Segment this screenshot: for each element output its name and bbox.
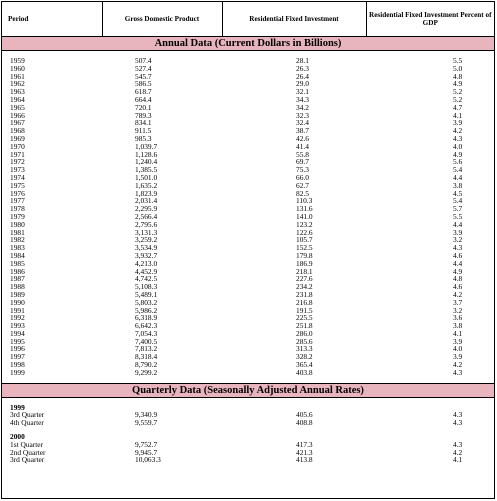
cell-rfi: 28.1 [296, 56, 309, 65]
cell-rfi: 186.9 [296, 258, 313, 268]
cell-gdp: 9,340.9 [135, 410, 158, 420]
cell-rfi: 32.4 [296, 118, 309, 128]
cell-rfi: 313.3 [296, 344, 313, 354]
cell-gdp: 527.4 [135, 63, 152, 73]
cell-gdp: 5,986.2 [135, 305, 158, 315]
cell-percent: 4.3 [453, 243, 463, 253]
table-row [2, 268, 494, 276]
table-row [2, 299, 494, 307]
cell-period: 1977 [10, 196, 25, 206]
cell-period: 1980 [10, 219, 25, 229]
table-row [2, 307, 494, 315]
cell-period: 1976 [10, 188, 25, 198]
table-row [2, 229, 494, 237]
cell-rfi: 413.8 [296, 455, 313, 465]
table-row [2, 252, 494, 260]
cell-rfi: 403.8 [296, 367, 313, 377]
table-row [2, 80, 494, 88]
cell-rfi: 34.2 [296, 102, 309, 112]
cell-gdp: 1,039.7 [135, 141, 158, 151]
cell-rfi: 32.3 [296, 110, 309, 120]
cell-percent: 4.2 [453, 126, 463, 136]
cell-period: 1981 [10, 227, 25, 237]
header-rfi: Residential Fixed Investment [222, 2, 366, 37]
cell-percent: 4.3 [453, 418, 463, 428]
cell-rfi: 408.8 [296, 418, 313, 428]
cell-percent: 4.9 [453, 149, 463, 159]
cell-rfi: 32.1 [296, 87, 309, 97]
data-table [2, 2, 494, 464]
cell-gdp: 8,318.4 [135, 352, 158, 362]
cell-period: 1st Quarter [10, 439, 44, 449]
cell-period: 1984 [10, 250, 25, 260]
cell-gdp: 5,803.2 [135, 297, 158, 307]
cell-period: 1965 [10, 102, 25, 112]
cell-gdp: 2,295.9 [135, 204, 158, 214]
cell-percent: 4.2 [453, 447, 463, 457]
cell-rfi: 26.3 [296, 63, 309, 73]
annual-section-title: Annual Data (Current Dollars in Billions) [2, 37, 494, 51]
cell-percent: 4.9 [453, 266, 463, 276]
cell-percent: 4.2 [453, 360, 463, 370]
cell-gdp: 5,489.1 [135, 289, 158, 299]
cell-rfi: 110.3 [296, 196, 313, 206]
cell-gdp: 9,299.2 [135, 367, 158, 377]
cell-period: 1961 [10, 71, 25, 81]
cell-rfi: 38.7 [296, 126, 309, 136]
cell-percent: 5.2 [453, 87, 463, 97]
cell-percent: 5.0 [453, 63, 463, 73]
table-row [2, 65, 494, 73]
table-row [2, 57, 494, 65]
cell-rfi: 29.0 [296, 79, 309, 89]
cell-period: 1959 [10, 56, 25, 65]
cell-rfi: 234.2 [296, 282, 313, 292]
cell-period: 1971 [10, 149, 25, 159]
cell-percent: 4.1 [453, 110, 463, 120]
cell-gdp: 9,559.7 [135, 418, 158, 428]
cell-gdp: 1,240.4 [135, 157, 158, 167]
header-row [2, 2, 494, 37]
cell-percent: 4.6 [453, 250, 463, 260]
cell-percent: 5.5 [453, 211, 463, 221]
quarter-year-row [2, 404, 494, 412]
cell-period: 1983 [10, 243, 25, 253]
table-row [2, 441, 494, 449]
cell-gdp: 618.7 [135, 87, 152, 97]
table-row [2, 158, 494, 166]
cell-gdp: 3,932.7 [135, 250, 158, 260]
table-row [2, 221, 494, 229]
cell-period: 1967 [10, 118, 25, 128]
cell-rfi: 191.5 [296, 305, 313, 315]
cell-period: 1972 [10, 157, 25, 167]
cell-rfi: 42.6 [296, 133, 309, 143]
quarterly-section-title: Quarterly Data (Seasonally Adjusted Annual Rates) [2, 383, 494, 397]
cell-percent: 3.9 [453, 118, 463, 128]
table-row [2, 135, 494, 143]
table-row [2, 104, 494, 112]
cell-percent: 3.6 [453, 313, 463, 323]
cell-period: 4th Quarter [10, 418, 44, 428]
cell-gdp: 1,501.0 [135, 172, 158, 182]
cell-period: 1962 [10, 79, 25, 89]
cell-period: 1994 [10, 328, 25, 338]
cell-percent: 5.5 [453, 56, 463, 65]
cell-period: 1979 [10, 211, 25, 221]
cell-rfi: 231.8 [296, 289, 313, 299]
cell-period: 1998 [10, 360, 25, 370]
cell-percent: 4.3 [453, 367, 463, 377]
cell-period: 2nd Quarter [10, 447, 46, 457]
cell-percent: 5.4 [453, 196, 463, 206]
table-row [2, 205, 494, 213]
cell-percent: 3.7 [453, 297, 463, 307]
annual-body [2, 51, 494, 384]
table-row [2, 260, 494, 268]
cell-rfi: 75.3 [296, 165, 309, 175]
table-row [2, 182, 494, 190]
cell-gdp: 2,566.4 [135, 211, 158, 221]
cell-percent: 3.8 [453, 321, 463, 331]
quarter-year-label: 1999 [10, 402, 25, 412]
cell-percent: 4.0 [453, 141, 463, 151]
cell-period: 1997 [10, 352, 25, 362]
cell-gdp: 4,213.0 [135, 258, 158, 268]
cell-rfi: 286.0 [296, 328, 313, 338]
cell-gdp: 1,635.2 [135, 180, 158, 190]
cell-gdp: 8,790.2 [135, 360, 158, 370]
cell-gdp: 6,318.9 [135, 313, 158, 323]
table-row [2, 345, 494, 353]
table-row [2, 419, 494, 427]
cell-gdp: 7,813.2 [135, 344, 158, 354]
cell-gdp: 4,452.9 [135, 266, 158, 276]
cell-period: 1993 [10, 321, 25, 331]
cell-period: 1989 [10, 289, 25, 299]
table-row [2, 322, 494, 330]
cell-percent: 4.5 [453, 188, 463, 198]
cell-gdp: 9,752.7 [135, 439, 158, 449]
cell-percent: 5.2 [453, 94, 463, 104]
cell-period: 1985 [10, 258, 25, 268]
cell-rfi: 421.3 [296, 447, 313, 457]
cell-percent: 5.6 [453, 157, 463, 167]
cell-percent: 3.9 [453, 336, 463, 346]
cell-rfi: 328.2 [296, 352, 313, 362]
cell-rfi: 131.6 [296, 204, 313, 214]
cell-percent: 3.2 [453, 235, 463, 245]
cell-percent: 4.4 [453, 219, 463, 229]
cell-percent: 4.9 [453, 79, 463, 89]
cell-period: 1986 [10, 266, 25, 276]
table-row [2, 244, 494, 252]
cell-percent: 4.7 [453, 102, 463, 112]
cell-period: 1964 [10, 94, 25, 104]
table-row [2, 291, 494, 299]
cell-rfi: 417.3 [296, 439, 313, 449]
table-row [2, 314, 494, 322]
table-row [2, 330, 494, 338]
cell-percent: 5.7 [453, 204, 463, 214]
cell-rfi: 55.8 [296, 149, 309, 159]
cell-gdp: 5,108.3 [135, 282, 158, 292]
cell-gdp: 6,642.3 [135, 321, 158, 331]
cell-percent: 4.4 [453, 172, 463, 182]
cell-period: 1978 [10, 204, 25, 214]
cell-period: 1970 [10, 141, 25, 151]
cell-gdp: 720.1 [135, 102, 152, 112]
cell-gdp: 664.4 [135, 94, 152, 104]
cell-period: 1992 [10, 313, 25, 323]
cell-period: 1963 [10, 87, 25, 97]
cell-period: 1987 [10, 274, 25, 284]
table-row [2, 151, 494, 159]
cell-gdp: 1,385.5 [135, 165, 158, 175]
table-row [2, 213, 494, 221]
table-row [2, 73, 494, 81]
header-period: Period [8, 14, 29, 23]
cell-rfi: 225.5 [296, 313, 313, 323]
cell-gdp: 507.4 [135, 56, 152, 65]
cell-percent: 4.8 [453, 274, 463, 284]
cell-period: 1999 [10, 367, 25, 377]
cell-rfi: 227.6 [296, 274, 313, 284]
cell-gdp: 3,534.9 [135, 243, 158, 253]
table-row [2, 190, 494, 198]
cell-period: 1988 [10, 282, 25, 292]
cell-period: 1960 [10, 63, 25, 73]
cell-rfi: 66.0 [296, 172, 309, 182]
cell-rfi: 365.4 [296, 360, 313, 370]
cell-percent: 5.4 [453, 165, 463, 175]
cell-gdp: 2,031.4 [135, 196, 158, 206]
quarterly-body [2, 397, 494, 464]
table-row [2, 166, 494, 174]
cell-period: 1974 [10, 172, 25, 182]
table-row [2, 112, 494, 120]
table-row [2, 275, 494, 283]
cell-gdp: 2,795.6 [135, 219, 158, 229]
cell-period: 1973 [10, 165, 25, 175]
table-row [2, 338, 494, 346]
cell-rfi: 152.5 [296, 243, 313, 253]
cell-period: 1995 [10, 336, 25, 346]
cell-rfi: 69.7 [296, 157, 309, 167]
cell-period: 3rd Quarter [10, 410, 45, 420]
cell-percent: 3.9 [453, 352, 463, 362]
cell-period: 1968 [10, 126, 25, 136]
cell-gdp: 985.3 [135, 133, 152, 143]
quarter-year-row [2, 433, 494, 441]
cell-rfi: 285.6 [296, 336, 313, 346]
cell-gdp: 9,945.7 [135, 447, 158, 457]
table-row [2, 197, 494, 205]
header-percent: Residential Fixed Investment Percent of GDP [366, 2, 494, 37]
cell-rfi: 216.8 [296, 297, 313, 307]
cell-rfi: 251.8 [296, 321, 313, 331]
cell-gdp: 834.1 [135, 118, 152, 128]
cell-rfi: 218.1 [296, 266, 313, 276]
table-row [2, 456, 494, 464]
cell-percent: 4.6 [453, 282, 463, 292]
cell-rfi: 62.7 [296, 180, 309, 190]
table-row [2, 236, 494, 244]
cell-gdp: 545.7 [135, 71, 152, 81]
cell-percent: 4.1 [453, 328, 463, 338]
table-row [2, 127, 494, 135]
cell-period: 1975 [10, 180, 25, 190]
cell-gdp: 911.5 [135, 126, 152, 136]
cell-rfi: 34.3 [296, 94, 309, 104]
table-row [2, 143, 494, 151]
cell-gdp: 789.3 [135, 110, 152, 120]
cell-gdp: 7,400.5 [135, 336, 158, 346]
cell-period: 1996 [10, 344, 25, 354]
cell-rfi: 41.4 [296, 141, 309, 151]
table-row [2, 353, 494, 361]
cell-rfi: 123.2 [296, 219, 313, 229]
cell-percent: 4.4 [453, 258, 463, 268]
cell-period: 1991 [10, 305, 25, 315]
table-row [2, 88, 494, 96]
cell-percent: 4.8 [453, 71, 463, 81]
cell-rfi: 105.7 [296, 235, 313, 245]
cell-rfi: 405.6 [296, 410, 313, 420]
cell-rfi: 179.8 [296, 250, 313, 260]
cell-gdp: 7,054.3 [135, 328, 158, 338]
quarter-year-label: 2000 [10, 432, 25, 442]
cell-gdp: 1,128.6 [135, 149, 158, 159]
table-row [2, 361, 494, 369]
table-row [2, 96, 494, 104]
cell-rfi: 141.0 [296, 211, 313, 221]
cell-period: 1982 [10, 235, 25, 245]
cell-rfi: 26.4 [296, 71, 309, 81]
table-frame [1, 1, 495, 499]
table-row [2, 369, 494, 377]
cell-gdp: 3,131.3 [135, 227, 158, 237]
cell-rfi: 122.6 [296, 227, 313, 237]
table-row [2, 283, 494, 291]
cell-percent: 4.3 [453, 410, 463, 420]
cell-percent: 4.3 [453, 133, 463, 143]
table-row [2, 411, 494, 419]
cell-percent: 4.3 [453, 439, 463, 449]
table-row [2, 119, 494, 127]
cell-gdp: 4,742.5 [135, 274, 158, 284]
cell-gdp: 3,259.2 [135, 235, 158, 245]
cell-period: 3rd Quarter [10, 455, 45, 465]
cell-period: 1990 [10, 297, 25, 307]
table-row [2, 174, 494, 182]
cell-percent: 4.1 [453, 455, 463, 465]
cell-gdp: 1,823.9 [135, 188, 158, 198]
table-row [2, 449, 494, 457]
cell-period: 1966 [10, 110, 25, 120]
cell-percent: 3.9 [453, 227, 463, 237]
cell-period: 1969 [10, 133, 25, 143]
cell-gdp: 10,063.3 [135, 455, 161, 465]
cell-gdp: 586.5 [135, 79, 152, 89]
cell-percent: 3.2 [453, 305, 463, 315]
cell-rfi: 82.5 [296, 188, 309, 198]
cell-percent: 4.0 [453, 344, 463, 354]
cell-percent: 4.2 [453, 289, 463, 299]
header-gdp: Gross Domestic Product [102, 2, 222, 37]
cell-percent: 3.8 [453, 180, 463, 190]
